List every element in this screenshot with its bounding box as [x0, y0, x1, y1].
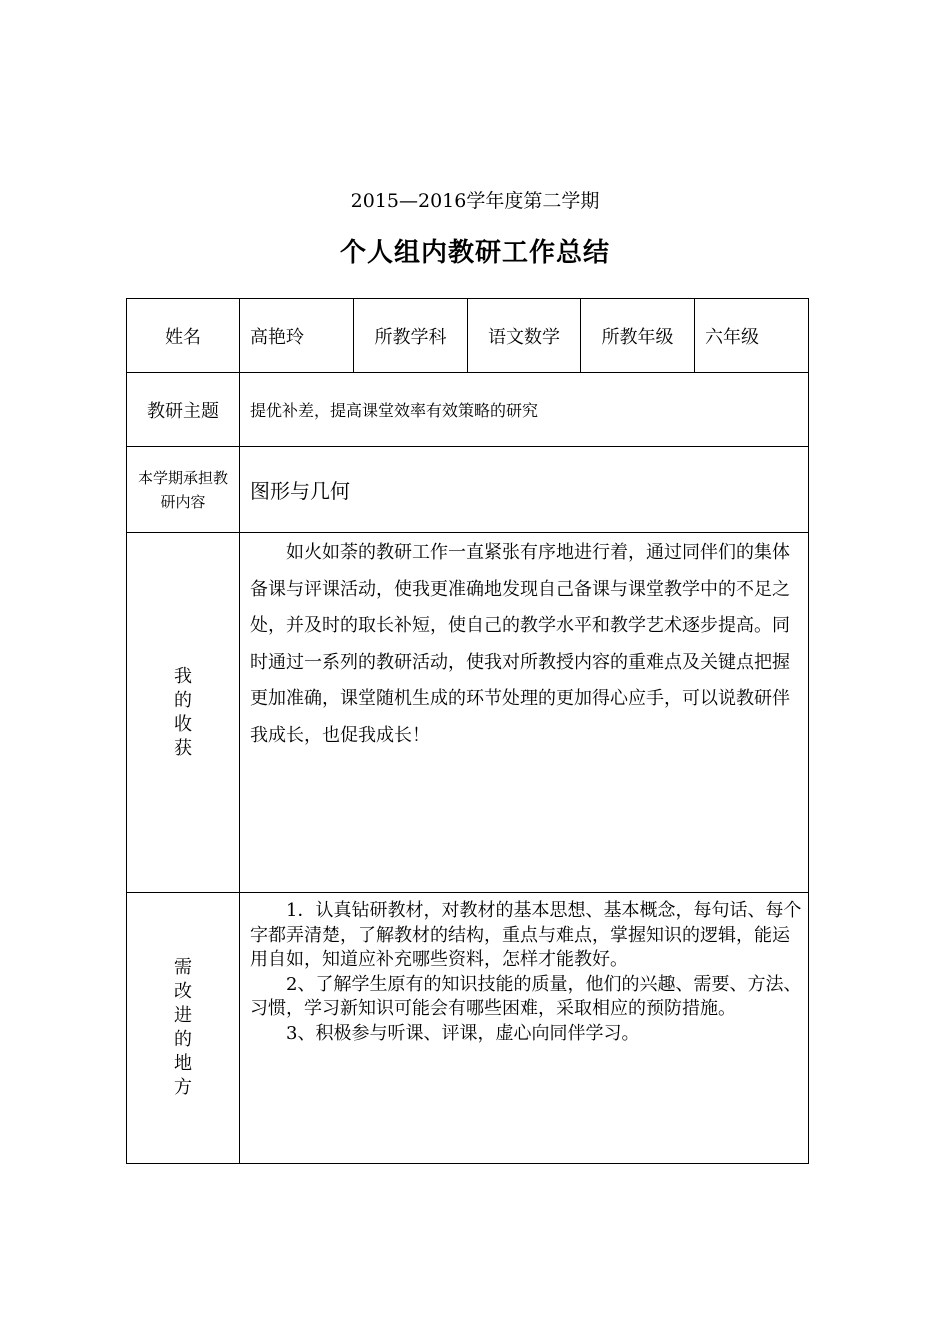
- improvements-label-char: 改: [174, 981, 192, 1002]
- grade-value: 六年级: [695, 299, 809, 373]
- topic-label: 教研主题: [127, 373, 240, 447]
- grade-label: 所教年级: [581, 299, 695, 373]
- subject-value: 语文数学: [468, 299, 581, 373]
- improvements-row: [127, 893, 809, 1164]
- content-row: [127, 447, 809, 533]
- info-row: [127, 299, 809, 373]
- improvements-label-char: 进: [174, 1005, 192, 1026]
- gains-row: [127, 533, 809, 893]
- gains-label-char: 获: [174, 737, 192, 759]
- improvements-label: [127, 893, 240, 1164]
- improvements-label-char: 地: [174, 1053, 192, 1074]
- improvements-label-char: 需: [174, 957, 192, 978]
- improvement-item: 2、了解学生原有的知识技能的质量，他们的兴趣、需要、方法、习惯，学习新知识可能会有哪些困难，采取相应的预防措施。: [250, 973, 802, 1019]
- gains-label-char: 我: [174, 665, 192, 687]
- improvements-label-char: 的: [174, 1029, 192, 1050]
- gains-label-char: 的: [174, 689, 192, 711]
- subject-label: 所教学科: [354, 299, 468, 373]
- improvement-item: 3、积极参与听课、评课，虚心向同伴学习。: [286, 1022, 640, 1044]
- summary-form-table: [126, 298, 809, 1164]
- name-label: 姓名: [127, 299, 240, 373]
- topic-row: [127, 373, 809, 447]
- gains-text: 如火如荼的教研工作一直紧张有序地进行着，通过同伴们的集体备课与评课活动，使我更准确地发现自己备课与课堂教学中的不足之处，并及时的取长补短，使自己的教学水平和教学艺术逐步提高。同时通过一系列的教研活动，使我对所教授内容的重难点及关键点把握更加准确，课堂随机生成的环节处理的更加得心应手，可以说教研伴我成长，也促我成长！: [240, 533, 809, 893]
- improvement-item: 1．认真钻研教材，对教材的基本思想、基本概念，每句话、每个字都弄清楚，了解教材的结构，重点与难点，掌握知识的逻辑，能运用自如，知道应补充哪些资料，怎样才能教好。: [250, 900, 802, 970]
- gains-label-char: 收: [174, 713, 192, 735]
- topic-value: 提优补差，提高课堂效率有效策略的研究: [240, 373, 809, 447]
- improvements-text: [240, 893, 809, 1164]
- name-value: 高艳玲: [240, 299, 354, 373]
- content-label: 本学期承担教研内容: [127, 447, 240, 533]
- gains-label: [127, 533, 240, 893]
- content-value: 图形与几何: [240, 447, 809, 533]
- document-title: 个人组内教研工作总结: [339, 238, 610, 268]
- improvements-label-char: 方: [174, 1077, 192, 1098]
- document-subtitle: 2015—2016学年度第二学期: [350, 190, 600, 212]
